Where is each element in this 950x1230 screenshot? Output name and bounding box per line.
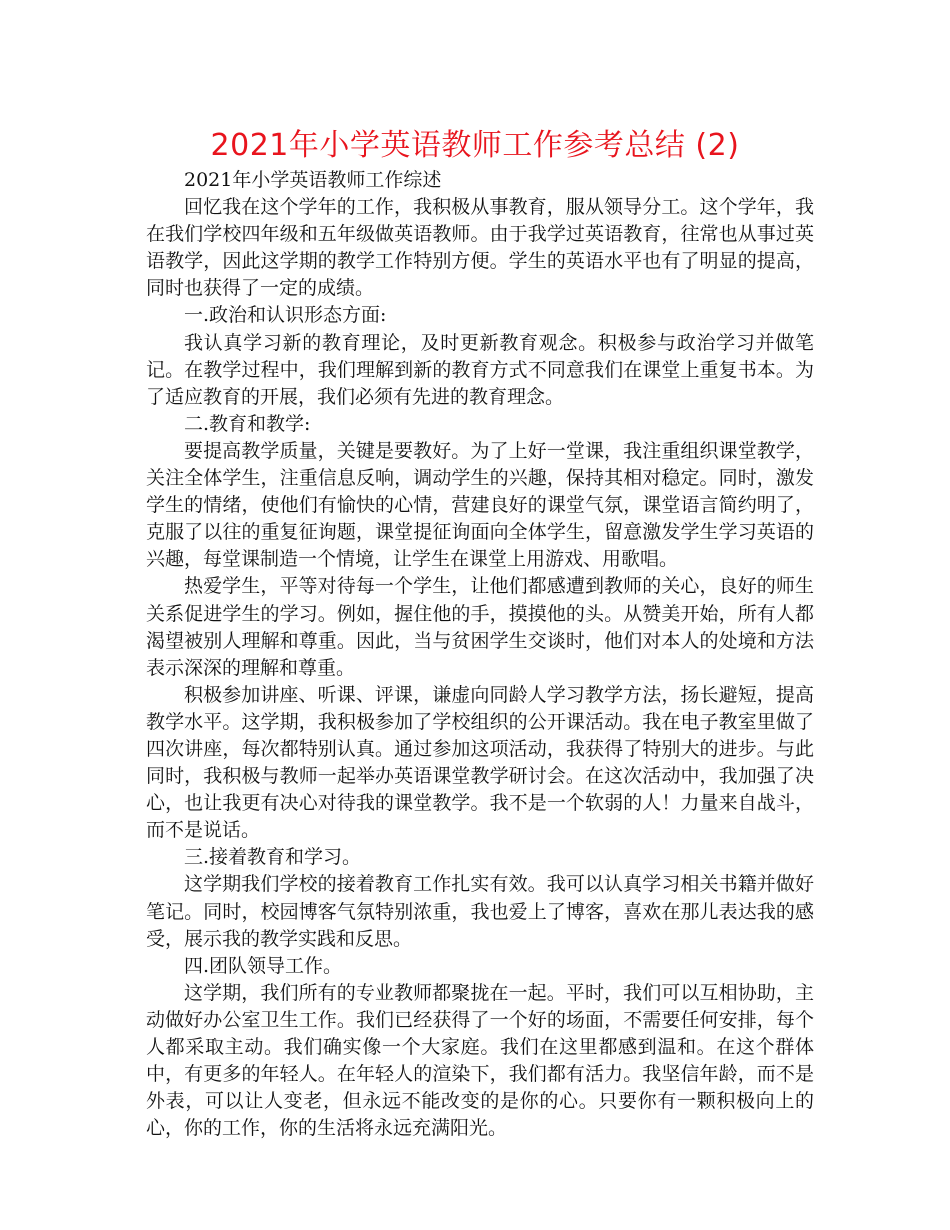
politics-paragraph: 我认真学习新的教育理论，及时更新教育观念。积极参与政治学习并做笔记。在教学过程中，我们理解到新的教育方式不同意我们在课堂上重复书本。为了适应教育的开展，我们必须有先进的教育理念。 bbox=[146, 331, 814, 408]
teaching-paragraph-2: 热爱学生，平等对待每一个学生，让他们都感遭到教师的关心，良好的师生关系促进学生的学习。例如，握住他的手，摸摸他的头。从赞美开始，所有人都渴望被别人理解和尊重。因此，当与贫困学生交谈时，他们对本人的处境和方法表示深深的理解和尊重。 bbox=[146, 575, 814, 679]
document-title: 2021年小学英语教师工作参考总结 (2) bbox=[210, 128, 740, 163]
continuing-education-paragraph: 这学期我们学校的接着教育工作扎实有效。我可以认真学习相关书籍并做好笔记。同时，校园博客气氛特别浓重，我也爱上了博客，喜欢在那儿表达我的感受，展示我的教学实践和反思。 bbox=[146, 873, 814, 950]
section-heading-teaching: 二.教育和教学: bbox=[184, 412, 311, 435]
document-body bbox=[146, 167, 814, 1142]
teaching-paragraph-3: 积极参加讲座、听课、评课，谦虚向同龄人学习教学方法，扬长避短，提高教学水平。这学期，我积极参加了学校组织的公开课活动。我在电子教室里做了四次讲座，每次都特别认真。通过参加这项活动，我获得了特别大的进步。与此同时，我积极与教师一起举办英语课堂教学研讨会。在这次活动中，我加强了决心，也让我更有决心对待我的课堂教学。我不是一个软弱的人！力量来自战斗，而不是说话。 bbox=[146, 683, 814, 842]
teaching-paragraph-1: 要提高教学质量，关键是要教好。为了上好一堂课，我注重组织课堂教学，关注全体学生，注重信息反响，调动学生的兴趣，保持其相对稳定。同时，激发学生的情绪，使他们有愉快的心情，营建良好的课堂气氛，课堂语言简约明了，克服了以往的重复征询题，课堂提征询面向全体学生，留意激发学生学习英语的兴趣，每堂课制造一个情境，让学生在课堂上用游戏、用歌唱。 bbox=[146, 439, 814, 571]
section-heading-politics: 一.政治和认识形态方面: bbox=[184, 304, 387, 327]
section-heading-team: 四.团队领导工作。 bbox=[184, 954, 343, 977]
subtitle-paragraph: 2021年小学英语教师工作综述 bbox=[184, 169, 442, 191]
team-paragraph: 这学期，我们所有的专业教师都聚拢在一起。平时，我们可以互相协助，主动做好办公室卫生工作。我们已经获得了一个好的场面，不需要任何安排，每个人都采取主动。我们确实像一个大家庭。我们在这里都感到温和。在这个群体中，有更多的年轻人。在年轻人的渲染下，我们都有活力。我坚信年龄，而不是外表，可以让人变老，但永远不能改变的是你的心。只要你有一颗积极向上的心，你的工作，你的生活将永远充满阳光。 bbox=[146, 981, 814, 1140]
section-heading-continuing-education: 三.接着教育和学习。 bbox=[184, 846, 362, 869]
intro-paragraph: 回忆我在这个学年的工作，我积极从事教育，服从领导分工。这个学年，我在我们学校四年级和五年级做英语教师。由于我学过英语教育，往常也从事过英语教学，因此这学期的教学工作特别方便。学生的英语水平也有了明显的提高，同时也获得了一定的成绩。 bbox=[146, 196, 814, 300]
